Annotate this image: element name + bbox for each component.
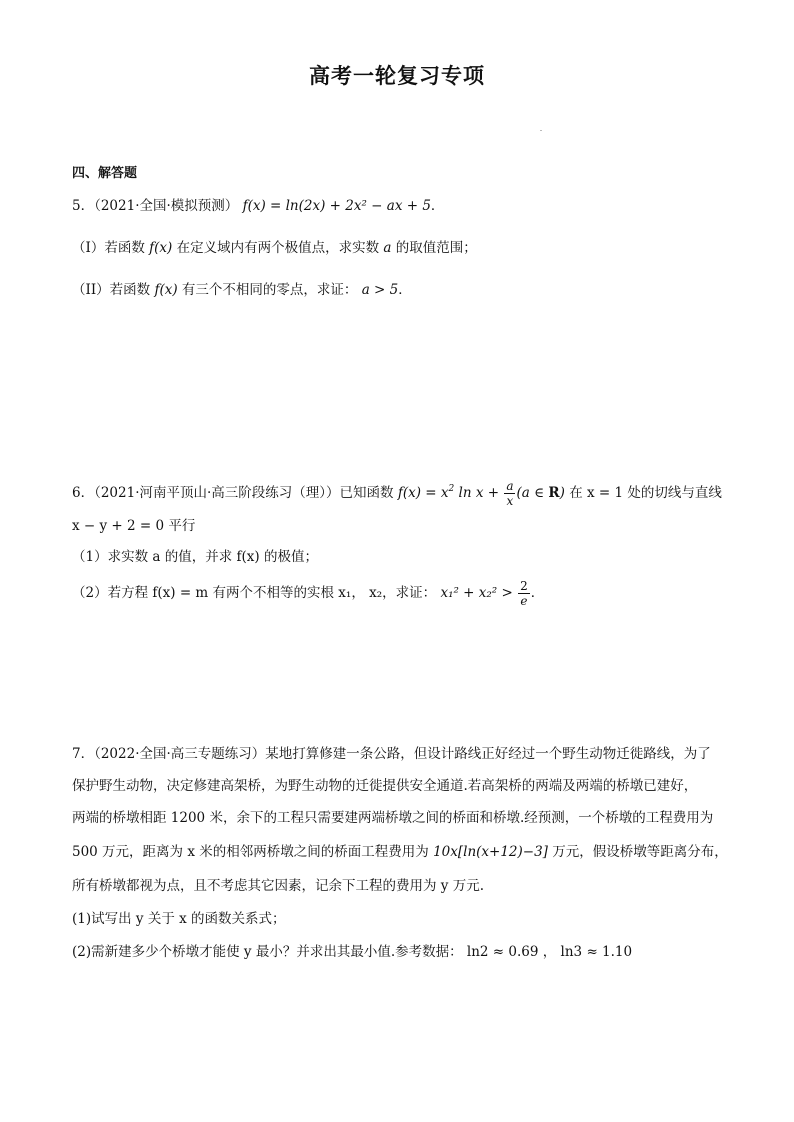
q5-part1-text-b: 在定义域内有两个极值点，求实数 [176, 240, 380, 256]
q6-function: $f(x) = x^2$ ln x + $\frac{a}{x}$ (a ∈ R) [397, 479, 565, 508]
q7-line3: 两端的桥墩相距 1200 米，余下的工程只需要建两端桥墩之间的桥面和桥墩.经预测，一个桥墩的工程费用为 [72, 810, 714, 826]
q5-function: f(x) = ln(2x) + 2x² − ax + 5 [242, 198, 431, 214]
q6-stem [72, 474, 722, 508]
page-title: 高考一轮复习专项 [309, 64, 485, 88]
q6-part2-text: （2）若方程 f(x) = m 有两个不相等的实根 x₁， x₂，求证： [72, 585, 437, 601]
q7-line4 [72, 842, 728, 862]
q5-fx: f(x) [149, 240, 173, 256]
q5-part2: （II）若函数 f(x) 有三个不相同的零点，求证： a > 5． [72, 282, 412, 298]
q6-fraction: $\frac{2}{e}$ [520, 579, 528, 608]
q7-part1: (1)试写出 y 关于 x 的函数关系式； [72, 911, 286, 927]
q6-line2: x − y + 2 = 0 平行 [72, 518, 196, 534]
q7-line4-text-b: 万元，假设桥墩等距离分布， [552, 844, 728, 860]
q7-line5: 所有桥墩都视为点，且不考虑其它因素，记余下工程的费用为 y 万元. [72, 878, 484, 894]
q5-source: 5．（2021·全国·模拟预测） [72, 198, 239, 214]
q5-part1-text-a: （I）若函数 [72, 240, 145, 256]
q5-part1 [72, 238, 477, 258]
q5-part2-text-b: 有三个不相同的零点，求证： [181, 282, 358, 298]
q6-part2: （2）若方程 f(x) = m 有两个不相等的实根 x₁， x₂，求证： x₁² + x₂² > $\frac{2}{e}$ ． [72, 579, 545, 608]
q5-fx-2: f(x) [154, 282, 178, 298]
q7-bridge-cost-formula: 10x[ln(x+12)−3] [433, 844, 548, 860]
q7-line1: 7．（2022·全国·高三专题练习）某地打算修建一条公路，但设计路线正好经过一个野生动物迁徙路线，为了 [72, 746, 711, 762]
q5-stem: 5．（2021·全国·模拟预测） f(x) = ln(2x) + 2x² − ax + 5． [72, 198, 445, 214]
q6-inequality: x₁² + x₂² > [440, 585, 513, 601]
q5-a: a [383, 240, 392, 256]
q5-part1-text-c: 的取值范围； [395, 240, 477, 256]
section-heading: 四、解答题 [72, 166, 138, 181]
q5-inequality: a > 5 [361, 282, 399, 298]
q5-part2-text-a: （II）若函数 [72, 282, 151, 298]
q6-part1: （1）求实数 a 的值，并求 f(x) 的极值； [72, 549, 318, 565]
q7-part2: (2)需新建多少个桥墩才能使 y 最小？并求出其最小值.参考数据： ln2 ≈ 0.69 ， ln3 ≈ 1.10 [72, 944, 633, 960]
q7-line2: 保护野生动物，决定修建高架桥，为野生动物的迁徙提供安全通道.若高架桥的两端及两端的桥墩已建好， [72, 778, 698, 794]
q6-stem-suffix: 在 x = 1 处的切线与直线 [569, 485, 722, 501]
scan-speck [540, 130, 542, 131]
q7-line4-text-a: 500 万元，距离为 x 米的相邻两桥墩之间的桥面工程费用为 [72, 844, 429, 860]
q6-source: 6．（2021·河南平顶山·高三阶段练习（理））已知函数 [72, 485, 394, 501]
